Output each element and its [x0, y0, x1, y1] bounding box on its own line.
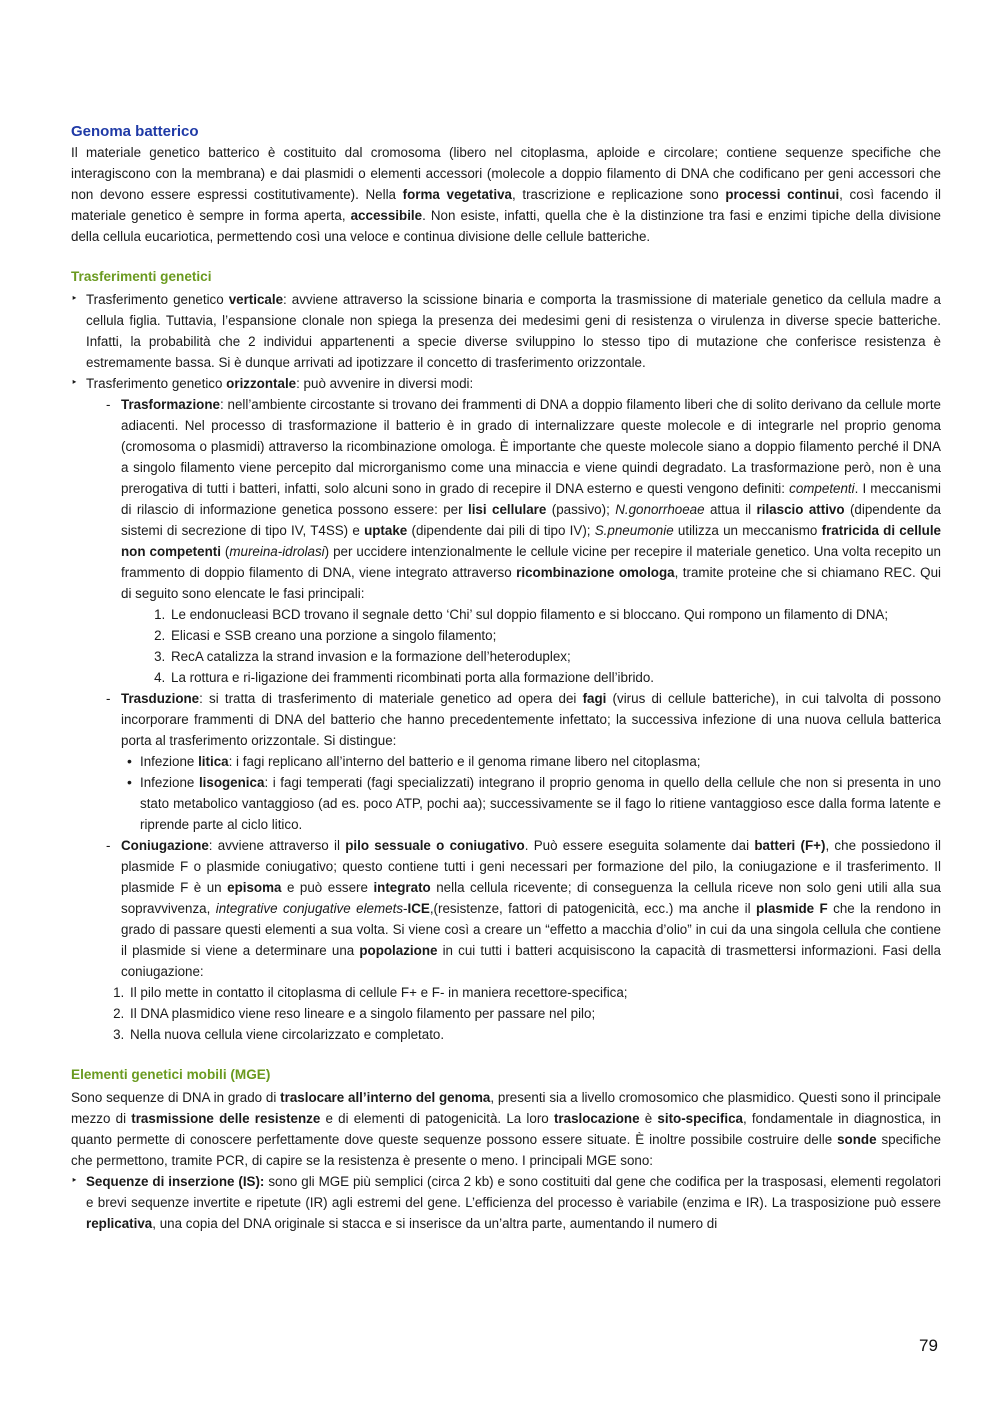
list-item-trasformazione: - Trasformazione: nell’ambiente circostante si trovano dei frammenti di DNA a doppio filamento liberi che di solito derivano da cellule morte adiacenti. Nel processo di trasformazione il batterio è in grado di internalizzare queste molecole e di integrarle nel proprio genoma (cromosoma o plasmidi) attraverso la ricombinazione omologa. È importante che queste molecole siano a doppio filamento perché il DNA a singolo filamento viene percepito dal microrganismo come una minaccia e viene quindi degradato. La trasformazione però, non è una prerogativa di tutti i batteri, infatti, solo alcuni sono in grado di recepire il DNA esterno e questi vengono definiti: competenti. I meccanismi di rilascio di informazione genetica possono essere: per lisi cellulare (passivo); N.gonorrhoeae attua il rilascio attivo (dipendente da sistemi di secrezione di tipo IV, T4SS) e uptake (dipendente dai pili di tipo IV); S.pneumonie utilizza un meccanismo fratricida di cellule non competenti (mureina-idrolasi) per uccidere intenzionalmente le cellule vicine per recepire il materiale genetico. Una volta recepito un frammento di doppio filamento di DNA, viene integrato attraverso ricombinazione omologa, tramite proteine che si chiamano REC. Qui di seguito sono elencate le fasi principali: 1. Le endonucleasi BCD trovano il segnale detto ‘Chi’ sul doppio filamento e si bloccano. Qui rompono un filamento di DNA; 2. Elicasi e SSB creano una porzione a singolo filamento; 3. RecA catalizza la strand invasion e la formazione dell’heteroduplex; 4. La rottura e ri-ligazione dei frammenti ricombinati porta alla formazione dell’ibrido. [106, 394, 941, 688]
trasduzione-sublist [121, 751, 941, 835]
paragraph-genoma: Il materiale genetico batterico è costituito dal cromosoma (libero nel citoplasma, aploide e circolare; contiene sequenze specifiche che interagiscono con la membrana) e dai plasmidi o elementi accessori (molecole a doppio filamento di DNA che codificano per geni accessori che non devono essere espressi costitutivamente). Nella forma vegetativa, trascrizione e replicazione sono processi continui, così facendo il materiale genetico è sempre in forma aperta, accessibile. Non esiste, infatti, quella che è la distinzione tra fasi e enzimi tipiche della divisione della cellula eucariotica, permettendo così una veloce e continua divisione delle cellule batteriche. [71, 145, 941, 244]
page-number: 79 [919, 1336, 938, 1355]
list-item: 1. Il pilo mette in contatto il citoplasma di cellule F+ e F- in maniera recettore-specifica; [128, 982, 941, 1003]
list-item: 2. Il DNA plasmidico viene reso lineare e a singolo filamento per passare nel pilo; [128, 1003, 941, 1024]
list-item-coniugazione: - Coniugazione: avviene attraverso il pilo sessuale o coniugativo. Può essere eseguita solamente dai batteri (F+), che possiedono il plasmide F o plasmide coniugativo; questo contiene tutti i geni necessari per formazione del pilo, la coniugazione e il trasferimento. Il plasmide F è un episoma e può essere integrato nella cellula ricevente; di conseguenza la cellula riceve non solo geni utili alla sua sopravvivenza, integrative conjugative elemets-ICE,(resistenze, fattori di patogenicità, ecc.) ma anche il plasmide F che la rendono in grado di passare questi elementi a sua volta. Si viene così a creare un “effetto a macchia d’olio” in cui da una singola cellula che contiene il plasmide si viene a determinare una popolazione in cui tutti i batteri acquisiscono la capacità di trasmettersi informazioni. Fasi della coniugazione: [106, 835, 941, 982]
list-item-orizzontale: ‣ Trasferimento genetico orizzontale: può avvenire in diversi modi: - Trasformazione: nell’ambiente circostante si trovano dei frammenti di DNA a doppio filamento liberi che di solito derivano da cellule morte adiacenti. Nel processo di trasformazione il batterio è in grado di internalizzare queste molecole e di integrarle nel proprio genoma (cromosoma o plasmidi) attraverso la ricombinazione omologa. È importante che queste molecole siano a doppio filamento perché il DNA a singolo filamento viene percepito dal microrganismo come una minaccia e viene quindi degradato. La trasformazione però, non è una prerogativa di tutti i batteri, infatti, solo alcuni sono in grado di recepire il DNA esterno e questi vengono definiti: competenti. I meccanismi di rilascio di informazione genetica possono essere: per lisi cellulare (passivo); N.gonorrhoeae attua il rilascio attivo (dipendente da sistemi di secrezione di tipo IV, T4SS) e uptake (dipendente dai pili di tipo IV); S.pneumonie utilizza un meccanismo fratricida di cellule non competenti (mureina-idrolasi) per uccidere intenzionalmente le cellule vicine per recepire il materiale genetico. Una volta recepito un frammento di doppio filamento di DNA, viene integrato attraverso ricombinazione omologa, tramite proteine che si chiamano REC. Qui di seguito sono elencate le fasi principali: 1. Le endonucleasi BCD trovano il segnale detto ‘Chi’ sul doppio filamento e si bloccano. Qui rompono un filamento di DNA; 2. Elicasi e SSB creano una porzione a singolo filamento; 3. RecA catalizza la strand invasion e la formazione dell’heteroduplex; 4. La rottura e ri-ligazione dei frammenti ricombinati porta alla formazione dell’ibrido. - Trasduzione: si tratta di trasferimento di materiale genetico ad opera dei fagi (virus di cellule batteriche), in cui talvolta di possono incorporare frammenti di DNA del batterio che hanno precedentemente infettato; la successiva infezione di una nuova cellula batterica porta al trasferimento orizzontale. Si distingue: • Infezione litica: i fagi replicano all’interno del batterio e il genoma rimane libero nel citoplasma; • Infezione lisogenica: i fagi temperati (fagi specializzati) integrano il proprio genoma in quello della cellule che non si presenta in uno stato metabolico vantaggioso (ad es. poco ATP, pochi aa); successivamente se il fago lo ritiene vantaggioso esce dalla forma latente e riprende parte al ciclo litico. - Coniugazione: avviene attraverso il pilo sessuale o coniugativo. Può essere eseguita solamente dai batteri (F+), che possiedono il plasmide F o plasmide coniugativo; questo contiene tutti i geni necessari per formazione del pilo, la coniugazione e il trasferimento. Il plasmide F è un episoma e può essere integrato nella cellula ricevente; di conseguenza la cellula riceve non solo geni utili alla sua sopravvivenza, integrative conjugative elemets-ICE,(resistenze, fattori di patogenicità, ecc.) ma anche il plasmide F che la rendono in grado di passare questi elementi a sua volta. Si viene così a creare un “effetto a macchia d’olio” in cui da una singola cellula che contiene il plasmide si viene a determinare una popolazione in cui tutti i batteri acquisiscono la capacità di trasmettersi informazioni. Fasi della coniugazione: 1. Il pilo mette in contatto il citoplasma di cellule F+ e F- in maniera recettore-specifica; 2. Il DNA plasmidico viene reso lineare e a singolo filamento per passare nel pilo; 3. Nella nuova cellula viene circolarizzato e completato. [71, 373, 941, 1045]
list-item-lisogenica: • Infezione lisogenica: i fagi temperati (fagi specializzati) integrano il proprio genoma in quello della cellule che non si presenta in uno stato metabolico vantaggioso (ad es. poco ATP, pochi aa); successivamente se il fago lo ritiene vantaggioso esce dalla forma latente e riprende parte al ciclo litico. [125, 772, 941, 835]
trasferimenti-list [71, 289, 941, 1045]
paragraph-mge: Sono sequenze di DNA in grado di traslocare all’interno del genoma, presenti sia a livello cromosomico che plasmidico. Questi sono il principale mezzo di trasmissione delle resistenze e di elementi di patogenicità. La loro traslocazione è sito-specifica, fondamentale in diagnostica, in quanto permette di conoscere perfettamente dove queste sequenze possono essere situate. È inoltre possibile costruire delle sonde specifiche che permettono, tramite PCR, di capire se la resistenza è presente o meno. I principali MGE sono: [71, 1090, 942, 1168]
list-item: 4. La rottura e ri-ligazione dei frammenti ricombinati porta alla formazione dell’ibrido. [169, 667, 941, 688]
list-item-litica: • Infezione litica: i fagi replicano all’interno del batterio e il genoma rimane libero nel citoplasma; [125, 751, 941, 772]
orizzontale-sublist [86, 394, 941, 982]
document-page [71, 122, 941, 1234]
coniugazione-steps [86, 982, 941, 1045]
list-item: 3. RecA catalizza la strand invasion e la formazione dell’heteroduplex; [169, 646, 941, 667]
list-item-verticale: ‣ Trasferimento genetico verticale: avviene attraverso la scissione binaria e comporta la trasmissione di materiale genetico da cellula madre a cellula figlia. Tuttavia, l’espansione clonale non spiega la presenza dei medesimi geni di resistenza o virulenza in diverse specie batteriche. Infatti, la probabilità che 2 individui appartenenti a specie diverse sviluppino lo stesso tipo di mutazione che conferisce resistenza è estremamente bassa. Si è dunque arrivati ad ipotizzare il concetto di trasferimento orizzontale. [71, 289, 941, 373]
list-item-is: ‣ Sequenze di inserzione (IS): sono gli MGE più semplici (circa 2 kb) e sono costituiti dal gene che codifica per la trasposasi, elementi regolatori e brevi sequenze invertite e ripetute (IR) agli estremi del gene. L’efficienza del processo è variabile (enzima e IR). La trasposizione può essere replicativa, una copia del DNA originale si stacca e si inserisce da un’altra parte, aumentando il numero di [71, 1171, 941, 1234]
list-item: 2. Elicasi e SSB creano una porzione a singolo filamento; [169, 625, 941, 646]
section-title-genoma: Genoma batterico [71, 123, 199, 140]
section-title-trasferimenti: Trasferimenti genetici [71, 269, 212, 284]
mge-list [71, 1171, 941, 1234]
list-item-trasduzione: - Trasduzione: si tratta di trasferimento di materiale genetico ad opera dei fagi (virus di cellule batteriche), in cui talvolta di possono incorporare frammenti di DNA del batterio che hanno precedentemente infettato; la successiva infezione di una nuova cellula batterica porta al trasferimento orizzontale. Si distingue: • Infezione litica: i fagi replicano all’interno del batterio e il genoma rimane libero nel citoplasma; • Infezione lisogenica: i fagi temperati (fagi specializzati) integrano il proprio genoma in quello della cellule che non si presenta in uno stato metabolico vantaggioso (ad es. poco ATP, pochi aa); successivamente se il fago lo ritiene vantaggioso esce dalla forma latente e riprende parte al ciclo litico. [106, 688, 941, 835]
trasformazione-steps [121, 604, 941, 688]
list-item: 3. Nella nuova cellula viene circolarizzato e completato. [128, 1024, 941, 1045]
section-title-mge: Elementi genetici mobili (MGE) [71, 1067, 271, 1082]
list-item: 1. Le endonucleasi BCD trovano il segnale detto ‘Chi’ sul doppio filamento e si bloccano. Qui rompono un filamento di DNA; [169, 604, 941, 625]
